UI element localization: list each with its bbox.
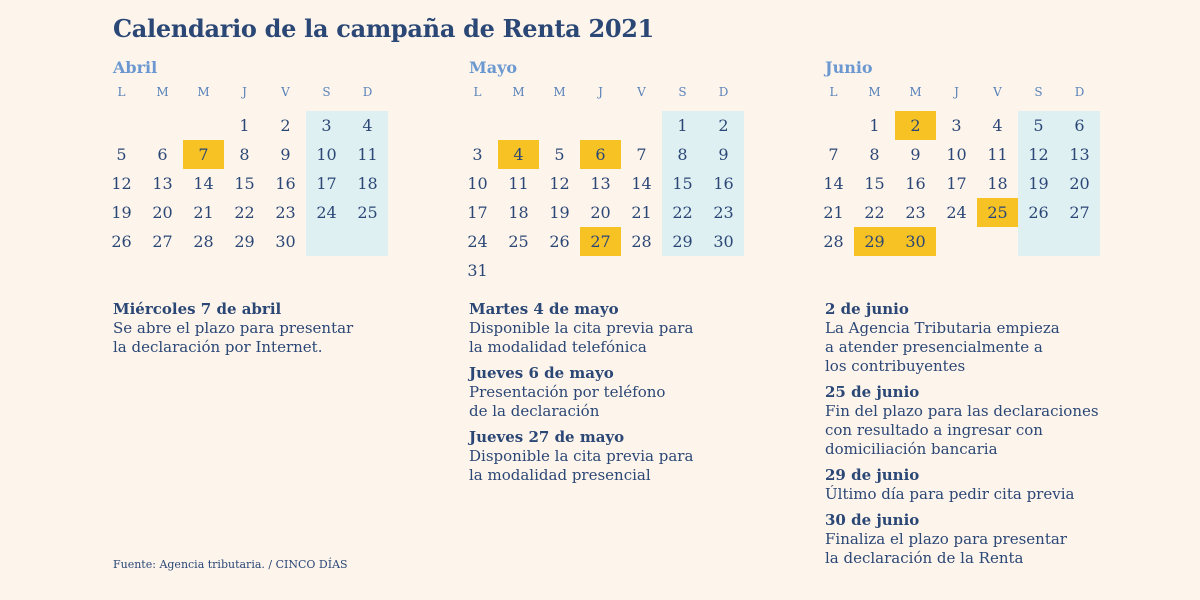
day-cell: 12 — [111, 174, 132, 193]
day-cell: 15 — [864, 174, 885, 193]
day-cell: 21 — [193, 203, 214, 222]
events-june — [825, 300, 1195, 575]
weekday-label: D — [718, 85, 729, 99]
weekday-label: L — [829, 85, 838, 99]
event-description: Se abre el plazo para presentar la declaración por Internet. — [113, 319, 354, 356]
weekday-label: M — [868, 85, 881, 99]
day-cell: 13 — [1059, 140, 1100, 169]
day-cell: 20 — [1059, 169, 1100, 198]
event-description: Disponible la cita previa para la modalidad telefónica — [469, 319, 694, 356]
weekday-label: S — [678, 85, 687, 99]
weekday-label: L — [473, 85, 482, 99]
day-grid — [813, 111, 1103, 256]
event-item — [469, 300, 799, 357]
day-cell: 10 — [467, 174, 488, 193]
event-date: 29 de junio — [825, 466, 920, 484]
day-cell: 26 — [549, 232, 570, 251]
day-cell: 11 — [508, 174, 529, 193]
day-cell: 16 — [275, 174, 296, 193]
day-cell: 18 — [987, 174, 1008, 193]
weekday-label: M — [197, 85, 210, 99]
empty-day-cell — [1018, 227, 1059, 256]
empty-day-cell — [457, 111, 498, 140]
day-cell: 6 — [1059, 111, 1100, 140]
day-cell: 23 — [703, 198, 744, 227]
day-cell: 12 — [1018, 140, 1059, 169]
empty-day-cell — [703, 256, 744, 285]
day-cell: 1 — [869, 116, 880, 135]
day-cell: 29 — [662, 227, 703, 256]
event-item — [825, 383, 1195, 459]
day-cell: 18 — [508, 203, 529, 222]
day-cell: 28 — [631, 232, 652, 251]
day-cell: 6 — [580, 140, 621, 169]
day-cell: 19 — [111, 203, 132, 222]
empty-day-cell — [347, 227, 388, 256]
day-cell: 14 — [631, 174, 652, 193]
day-cell: 9 — [910, 145, 921, 164]
weekday-label: M — [553, 85, 566, 99]
day-cell: 2 — [703, 111, 744, 140]
calendar-may — [457, 58, 747, 285]
day-cell: 15 — [662, 169, 703, 198]
weekday-label: M — [909, 85, 922, 99]
day-cell: 24 — [306, 198, 347, 227]
day-cell: 2 — [280, 116, 291, 135]
day-cell: 22 — [662, 198, 703, 227]
day-cell: 25 — [347, 198, 388, 227]
day-cell: 26 — [1018, 198, 1059, 227]
day-cell: 18 — [347, 169, 388, 198]
day-cell: 1 — [662, 111, 703, 140]
event-description: Presentación por teléfono de la declaración — [469, 383, 666, 420]
day-grid — [101, 111, 391, 256]
empty-day-cell — [621, 111, 662, 140]
empty-day-cell — [101, 111, 142, 140]
day-cell: 9 — [703, 140, 744, 169]
day-cell: 2 — [895, 111, 936, 140]
day-cell: 31 — [467, 261, 488, 280]
day-cell: 24 — [467, 232, 488, 251]
day-cell: 8 — [239, 145, 250, 164]
event-description: Finaliza el plazo para presentar la declaración de la Renta — [825, 530, 1067, 567]
day-cell: 12 — [549, 174, 570, 193]
day-cell: 21 — [631, 203, 652, 222]
weekday-label: V — [993, 85, 1002, 99]
day-cell: 28 — [193, 232, 214, 251]
weekday-header — [457, 82, 747, 102]
weekday-label: M — [156, 85, 169, 99]
day-cell: 6 — [157, 145, 168, 164]
month-name: Mayo — [469, 58, 518, 77]
day-cell: 10 — [946, 145, 967, 164]
day-cell: 20 — [152, 203, 173, 222]
day-cell: 7 — [183, 140, 224, 169]
day-cell: 30 — [895, 227, 936, 256]
day-cell: 4 — [498, 140, 539, 169]
day-cell: 14 — [823, 174, 844, 193]
day-cell: 25 — [508, 232, 529, 251]
weekday-label: J — [598, 85, 603, 99]
day-cell: 27 — [1059, 198, 1100, 227]
day-cell: 3 — [472, 145, 483, 164]
day-cell: 13 — [590, 174, 611, 193]
day-cell: 17 — [467, 203, 488, 222]
empty-day-cell — [539, 256, 580, 285]
calendar-april — [101, 58, 391, 256]
weekday-header — [101, 82, 391, 102]
day-cell: 29 — [854, 227, 895, 256]
day-grid — [457, 111, 747, 285]
day-cell: 4 — [347, 111, 388, 140]
day-cell: 20 — [590, 203, 611, 222]
day-cell: 25 — [977, 198, 1018, 227]
event-date: 2 de junio — [825, 300, 909, 318]
weekday-label: J — [954, 85, 959, 99]
day-cell: 5 — [1018, 111, 1059, 140]
day-cell: 14 — [193, 174, 214, 193]
event-date: 25 de junio — [825, 383, 920, 401]
empty-day-cell — [580, 256, 621, 285]
empty-day-cell — [539, 111, 580, 140]
day-cell: 8 — [662, 140, 703, 169]
calendar-june — [813, 58, 1103, 256]
day-cell: 27 — [580, 227, 621, 256]
empty-day-cell — [142, 111, 183, 140]
day-cell: 3 — [951, 116, 962, 135]
weekday-label: V — [281, 85, 290, 99]
weekday-label: D — [362, 85, 373, 99]
weekday-header — [813, 82, 1103, 102]
empty-day-cell — [183, 111, 224, 140]
empty-day-cell — [306, 227, 347, 256]
event-date: Miércoles 7 de abril — [113, 300, 282, 318]
empty-day-cell — [621, 256, 662, 285]
empty-day-cell — [498, 111, 539, 140]
day-cell: 7 — [636, 145, 647, 164]
day-cell: 17 — [306, 169, 347, 198]
day-cell: 16 — [905, 174, 926, 193]
event-date: 30 de junio — [825, 511, 920, 529]
empty-day-cell — [662, 256, 703, 285]
empty-day-cell — [936, 227, 977, 256]
day-cell: 1 — [239, 116, 250, 135]
events-may — [469, 300, 799, 492]
day-cell: 17 — [946, 174, 967, 193]
source-note: Fuente: Agencia tributaria. / CINCO DÍAS — [113, 558, 348, 571]
day-cell: 7 — [828, 145, 839, 164]
month-name: Abril — [113, 58, 158, 77]
day-cell: 26 — [111, 232, 132, 251]
event-description: Último día para pedir cita previa — [825, 485, 1075, 503]
day-cell: 21 — [823, 203, 844, 222]
day-cell: 4 — [992, 116, 1003, 135]
weekday-label: D — [1074, 85, 1085, 99]
event-description: Disponible la cita previa para la modalidad presencial — [469, 447, 694, 484]
day-cell: 15 — [234, 174, 255, 193]
event-item — [113, 300, 443, 357]
empty-day-cell — [977, 227, 1018, 256]
day-cell: 5 — [116, 145, 127, 164]
event-date: Martes 4 de mayo — [469, 300, 619, 318]
day-cell: 3 — [306, 111, 347, 140]
day-cell: 23 — [905, 203, 926, 222]
day-cell: 5 — [554, 145, 565, 164]
day-cell: 23 — [275, 203, 296, 222]
weekday-label: J — [242, 85, 247, 99]
day-cell: 10 — [306, 140, 347, 169]
empty-day-cell — [580, 111, 621, 140]
day-cell: 13 — [152, 174, 173, 193]
day-cell: 29 — [234, 232, 255, 251]
page-title: Calendario de la campaña de Renta 2021 — [113, 14, 655, 43]
day-cell: 9 — [280, 145, 291, 164]
event-description: La Agencia Tributaria empieza a atender presencialmente a los contribuyentes — [825, 319, 1060, 375]
day-cell: 22 — [234, 203, 255, 222]
weekday-label: V — [637, 85, 646, 99]
event-item — [825, 511, 1195, 568]
weekday-label: M — [512, 85, 525, 99]
month-name: Junio — [825, 58, 873, 77]
event-item — [469, 428, 799, 485]
event-item — [469, 364, 799, 421]
weekday-label: S — [322, 85, 331, 99]
event-item — [825, 300, 1195, 376]
event-description: Fin del plazo para las declaraciones con resultado a ingresar con domiciliación bancaria — [825, 402, 1099, 458]
event-item — [825, 466, 1195, 504]
day-cell: 19 — [549, 203, 570, 222]
day-cell: 27 — [152, 232, 173, 251]
events-april — [113, 300, 443, 364]
day-cell: 30 — [275, 232, 296, 251]
event-date: Jueves 6 de mayo — [469, 364, 614, 382]
day-cell: 30 — [703, 227, 744, 256]
weekday-label: L — [117, 85, 126, 99]
day-cell: 22 — [864, 203, 885, 222]
day-cell: 16 — [703, 169, 744, 198]
empty-day-cell — [498, 256, 539, 285]
empty-day-cell — [813, 111, 854, 140]
event-date: Jueves 27 de mayo — [469, 428, 625, 446]
day-cell: 11 — [987, 145, 1008, 164]
weekday-label: S — [1034, 85, 1043, 99]
day-cell: 8 — [869, 145, 880, 164]
day-cell: 19 — [1018, 169, 1059, 198]
empty-day-cell — [1059, 227, 1100, 256]
day-cell: 24 — [946, 203, 967, 222]
day-cell: 28 — [823, 232, 844, 251]
day-cell: 11 — [347, 140, 388, 169]
